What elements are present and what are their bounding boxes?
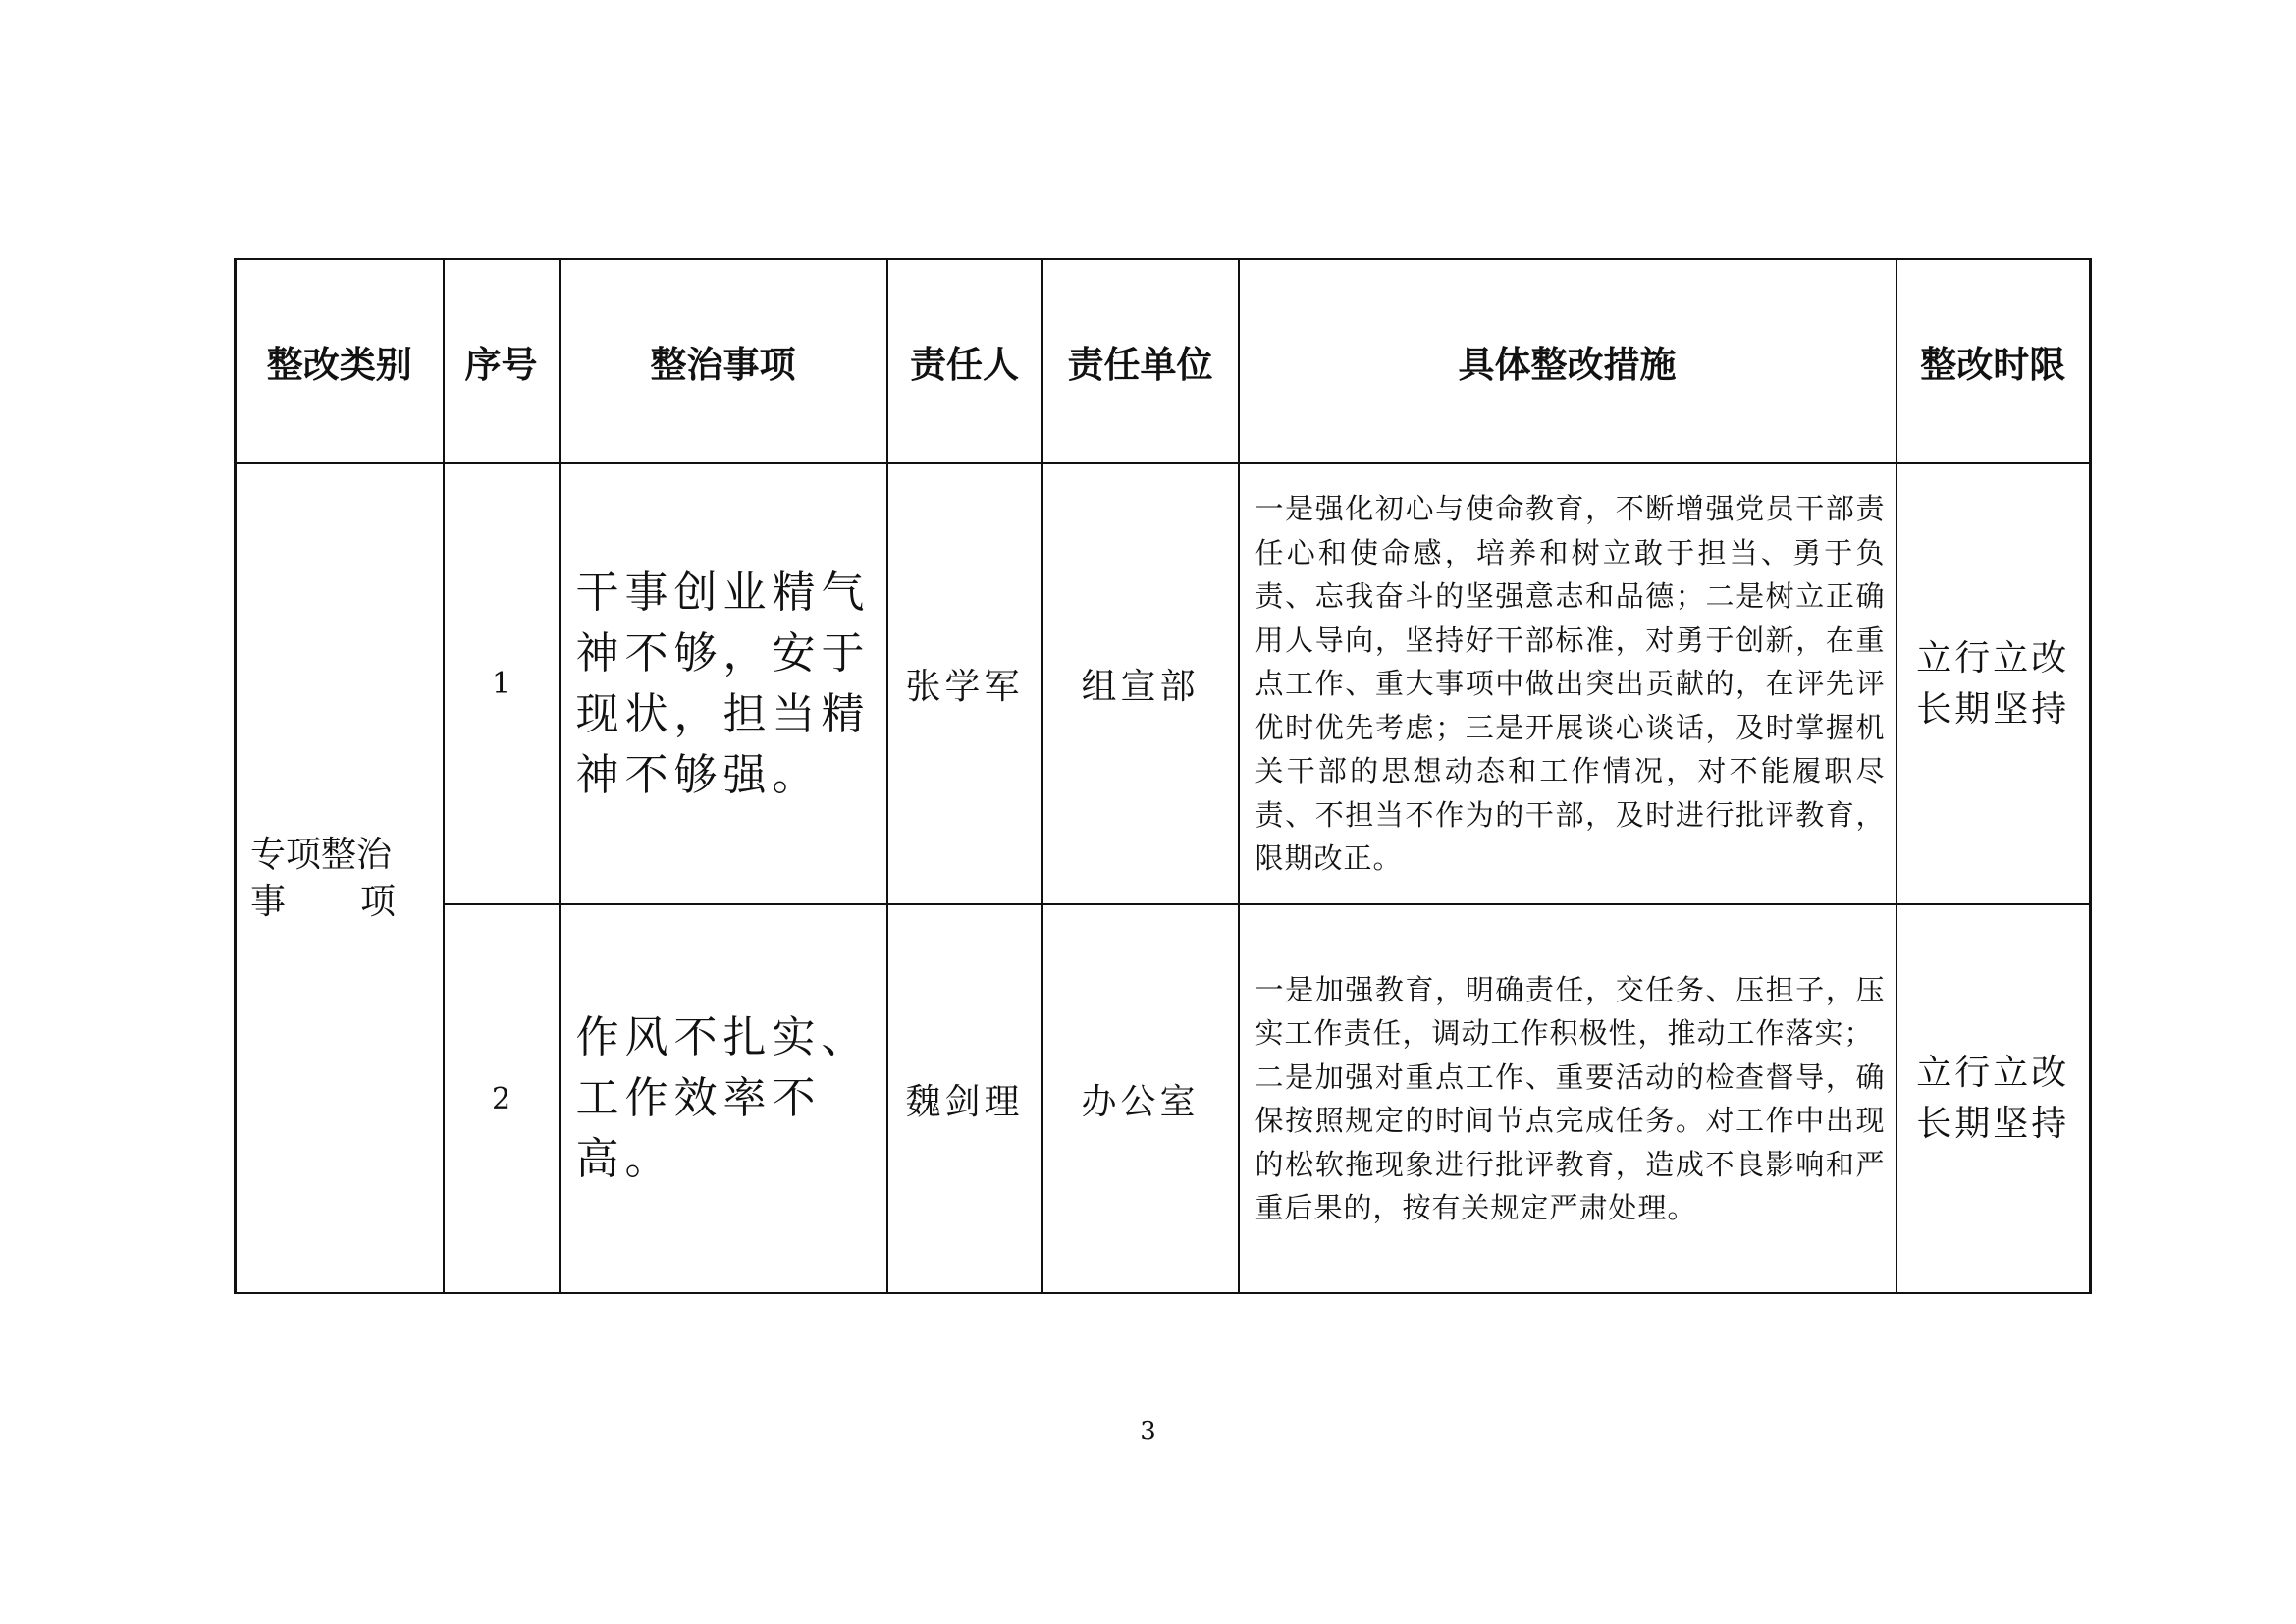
- header-unit: 责任单位: [1042, 259, 1239, 463]
- unit-cell: 办公室: [1042, 904, 1239, 1293]
- measures-cell: [1239, 463, 1896, 904]
- header-measures: 具体整改措施: [1239, 259, 1896, 463]
- header-seq: 序号: [444, 259, 560, 463]
- category-line1: 专项整治: [250, 834, 393, 875]
- seq-cell: 1: [444, 463, 560, 904]
- category-cell: [236, 463, 444, 1293]
- issue-cell: 作风不扎实、工作效率不高。: [560, 904, 887, 1293]
- rectification-table: [234, 258, 2092, 1294]
- deadline-line1: 立行立改: [1916, 637, 2070, 678]
- deadline-line2: 长期坚持: [1916, 688, 2070, 730]
- category-line2: [250, 879, 396, 926]
- person-cell: 魏剑理: [887, 904, 1042, 1293]
- deadline-cell: [1896, 904, 2091, 1293]
- table-row: [236, 904, 2091, 1293]
- deadline-cell: [1896, 463, 2091, 904]
- header-category: 整改类别: [236, 259, 444, 463]
- header-person: 责任人: [887, 259, 1042, 463]
- page-number: 3: [1140, 1417, 1156, 1446]
- unit-cell: 组宣部: [1042, 463, 1239, 904]
- table-row: [236, 463, 2091, 904]
- measures-text-part2: 二是加强对重点工作、重要活动的检查督导，确保按照规定的时间节点完成任务。对工作中出现的松软拖现象进行批评教育，造成不良影响和严重后果的，按有关规定严肃处理。: [1255, 1059, 1886, 1224]
- deadline-line2: 长期坚持: [1916, 1104, 2070, 1144]
- measures-cell: [1239, 904, 1896, 1293]
- header-deadline: 整改时限: [1896, 259, 2091, 463]
- category-line2-b: 项: [359, 881, 396, 922]
- measures-text: 一是强化初心与使命教育，不断增强党员干部责任心和使命感，培养和树立敢于担当、勇于负责、忘我奋斗的坚强意志和品德；二是树立正确用人导向，坚持好干部标准，对勇于创新，在重点工作、重大事项中做出突出贡献的，在评先评优时优先考虑；三是开展谈心谈话，及时掌握机关干部的思想动态和工作情况，对不能履职尽责、不担当不作为的干部，及时进行批评教育，限期改正。: [1255, 492, 1886, 876]
- deadline-line1: 立行立改: [1916, 1053, 2070, 1093]
- person-cell: 张学军: [887, 463, 1042, 904]
- seq-cell: 2: [444, 904, 560, 1293]
- header-issue: 整治事项: [560, 259, 887, 463]
- measures-text-part1: 一是加强教育，明确责任，交任务、压担子，压实工作责任，调动工作积极性，推动工作落实；: [1255, 972, 1886, 1050]
- table-header-row: [236, 259, 2091, 463]
- issue-cell: 干事创业精气神不够，安于现状，担当精神不够强。: [560, 463, 887, 904]
- category-line2-a: 事: [250, 881, 287, 922]
